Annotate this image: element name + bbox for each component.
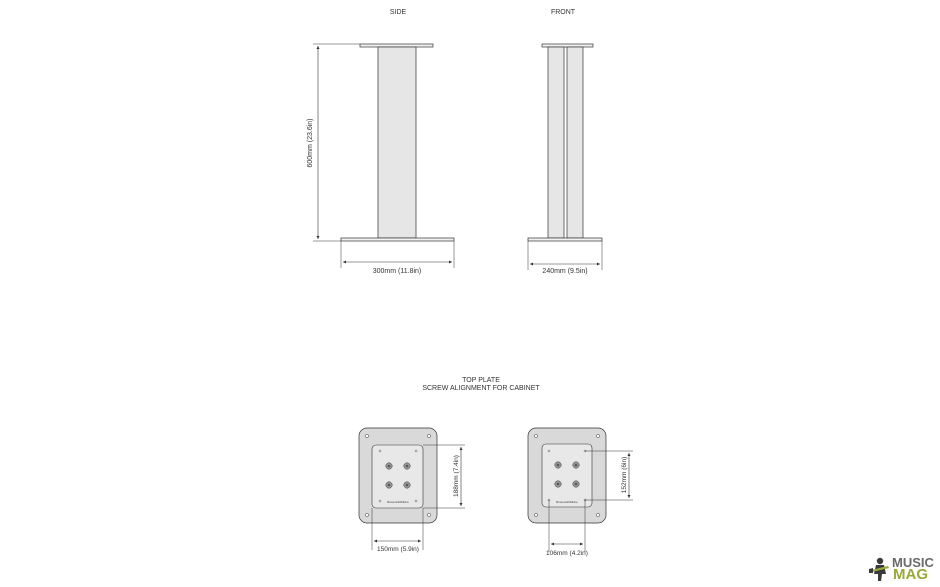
bolt-icon <box>386 482 392 488</box>
corner-screw-icon <box>534 434 537 437</box>
front-base-dimension-label: 240mm (9.5in) <box>542 268 588 275</box>
side-view <box>307 9 454 275</box>
bolt-icon <box>573 481 579 487</box>
corner-screw-icon <box>365 434 368 437</box>
mount-hole-icon <box>548 450 550 452</box>
bolt-icon <box>386 463 392 469</box>
right-inner-plate <box>542 444 592 507</box>
side-view-title: SIDE <box>389 9 407 16</box>
mount-hole-icon <box>379 500 381 502</box>
top-plate-title: TOP PLATE <box>462 377 500 384</box>
bolt-icon <box>555 481 561 487</box>
side-base-dimension-label: 300mm (11.8in) <box>372 268 422 275</box>
bolt-icon <box>573 462 579 468</box>
front-column-right <box>567 47 583 238</box>
left-horizontal-dimension-label: 150mm (5.9in) <box>377 546 419 553</box>
corner-screw-icon <box>365 513 368 516</box>
right-horizontal-dimension-label: 106mm (4.2in) <box>546 550 588 557</box>
bolt-icon <box>404 482 410 488</box>
front-view <box>528 9 602 275</box>
watermark-music-text: MUSIC <box>892 555 934 570</box>
side-column <box>378 47 416 238</box>
watermark-mag-text: MAG <box>893 566 928 583</box>
side-base-plate <box>341 238 454 241</box>
front-top-plate <box>542 44 593 47</box>
musician-figure-icon <box>868 556 892 582</box>
left-top-plate <box>359 428 465 553</box>
right-vertical-dimension-label: 152mm (6in) <box>621 456 628 494</box>
corner-screw-icon <box>427 513 430 516</box>
bolt-icon <box>404 463 410 469</box>
right-top-plate <box>528 428 633 557</box>
front-view-title: FRONT <box>550 9 576 16</box>
front-column-left <box>548 47 564 238</box>
mount-hole-icon <box>415 500 417 502</box>
corner-screw-icon <box>534 513 537 516</box>
front-base-plate <box>528 238 602 241</box>
bolt-icon <box>555 462 561 468</box>
left-inner-plate <box>372 445 423 508</box>
musicmag-watermark-logo <box>866 555 932 585</box>
left-plate-brand: Bowers&Wilkins <box>387 500 409 504</box>
corner-screw-icon <box>427 434 430 437</box>
side-top-plate <box>360 44 433 47</box>
corner-screw-icon <box>596 513 599 516</box>
left-vertical-dimension-label: 188mm (7.4in) <box>453 455 460 497</box>
top-plate-subtitle: SCREW ALIGNMENT FOR CABINET <box>422 385 540 392</box>
right-plate-brand: Bowers&Wilkins <box>556 500 578 504</box>
mount-hole-icon <box>415 450 417 452</box>
corner-screw-icon <box>596 434 599 437</box>
mount-hole-icon <box>379 450 381 452</box>
height-dimension-label: 600mm (23.6in) <box>307 118 314 168</box>
